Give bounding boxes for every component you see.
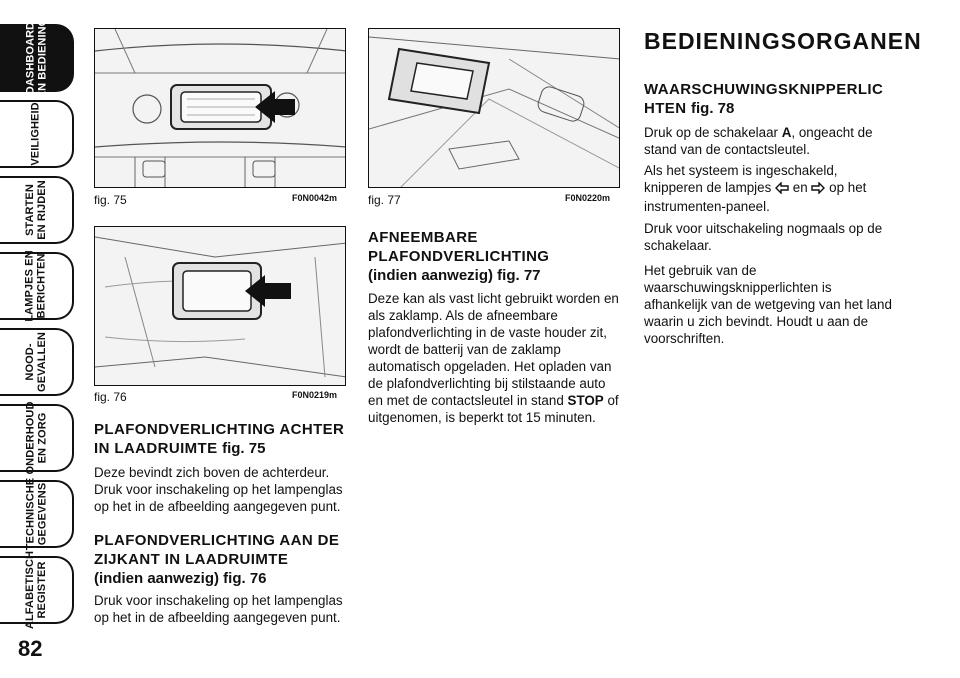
figure-77-image <box>368 28 620 188</box>
figure-75-image <box>94 28 346 188</box>
nav-tab-label: NOOD- GEVALLEN <box>23 332 48 392</box>
key-position-stop: STOP <box>567 393 604 408</box>
figure-caption: fig. 77 <box>368 193 401 207</box>
nav-tab-label: TECHNISCHE GEGEVENS <box>24 477 49 551</box>
paragraph: Het gebruik van de waarschuwingsknipperlichten is afhankelijk van de wetgeving van het land waarin u zich bevindt. Houdt u aan de voorschriften. <box>644 263 892 346</box>
paragraph: Deze kan als vast licht gebruikt worden en als zaklamp. Als de afneembare plafondverlichting in de vaste houder zit, wordt de batterij van de zaklamp automatisch opgeladen. Het opladen van de plafondverlichting bij stilstaande auto en met de contactsleutel in stand STOP of uitgenomen, is beperkt tot 15 minuten. <box>368 291 619 425</box>
paragraph: Deze bevindt zich boven de achterdeur. Druk voor inschakeling op het lampenglas op het in de afbeelding aangegeven punt. <box>94 465 343 514</box>
section-heading-removable-lamp: AFNEEMBARE PLAFONDVERLICHTING (indien aanwezig) fig. 77 <box>368 229 550 284</box>
figure-reference: (indien aanwezig) fig. 76 <box>94 570 267 587</box>
paragraph: Als het systeem is ingeschakeld, knipperen de lampjes en op het instrumenten-paneel. <box>644 163 867 214</box>
nav-tab-technische[interactable] <box>0 477 74 551</box>
page-title: BEDIENINGSORGANEN <box>644 28 922 54</box>
section-heading-rear-lamp: PLAFONDVERLICHTING ACHTER IN LAADRUIMTE fig. 75 <box>94 421 345 457</box>
figure-reference: fig. 78 <box>691 100 735 117</box>
figure-code: F0N0219m <box>292 390 338 400</box>
nav-tab-label: DASHBOARD EN BEDIENING <box>24 17 48 99</box>
switch-label-a: A <box>781 125 792 140</box>
figure-caption: fig. 76 <box>94 390 127 404</box>
section-heading-hazard-lights: WAARSCHUWINGSKNIPPERLICHTEN fig. 78 <box>644 81 884 117</box>
nav-tab-onderhoud[interactable] <box>0 401 74 475</box>
figure-76-image <box>94 226 346 386</box>
nav-tab-label: ONDERHOUD EN ZORG <box>24 401 49 475</box>
nav-tab-label: LAMPJES EN BERICHTEN <box>23 250 48 322</box>
nav-tab-noodgevallen[interactable] <box>0 328 74 396</box>
figure-reference: fig. 75 <box>222 440 266 457</box>
figure-reference: (indien aanwezig) fig. 77 <box>368 267 541 284</box>
nav-tab-register[interactable] <box>0 550 74 630</box>
rear-ceiling-lamp-illustration <box>95 29 346 188</box>
side-ceiling-lamp-illustration <box>95 227 346 386</box>
paragraph: Druk voor inschakeling op het lampenglas op het in de afbeelding aangegeven punt. <box>94 593 343 625</box>
nav-tab-label: ALFABETISCH REGISTER <box>24 550 49 630</box>
nav-tab-veiligheid[interactable] <box>0 100 74 168</box>
removable-lamp-illustration <box>369 29 620 188</box>
arrow-right-outline-icon <box>811 181 825 198</box>
nav-tab-label: VEILIGHEID <box>30 102 42 166</box>
nav-tab-lampjes[interactable] <box>0 252 74 320</box>
nav-tab-starten[interactable] <box>0 176 74 244</box>
nav-tab-label: STARTEN EN RIJDEN <box>24 180 48 240</box>
section-heading-side-lamp: PLAFONDVERLICHTING AAN DE ZIJKANT IN LAADRUIMTE (indien aanwezig) fig. 76 <box>94 532 340 587</box>
page-number: 82 <box>18 636 43 661</box>
figure-caption: fig. 75 <box>94 193 127 207</box>
figure-code: F0N0042m <box>292 193 338 203</box>
paragraph: Druk voor uitschakeling nogmaals op de schakelaar. <box>644 221 883 253</box>
arrow-left-outline-icon <box>775 181 789 198</box>
nav-tab-dashboard[interactable] <box>0 17 74 99</box>
figure-code: F0N0220m <box>565 193 611 203</box>
paragraph: Druk op de schakelaar A, ongeacht de stand van de contactsleutel. <box>644 125 873 157</box>
